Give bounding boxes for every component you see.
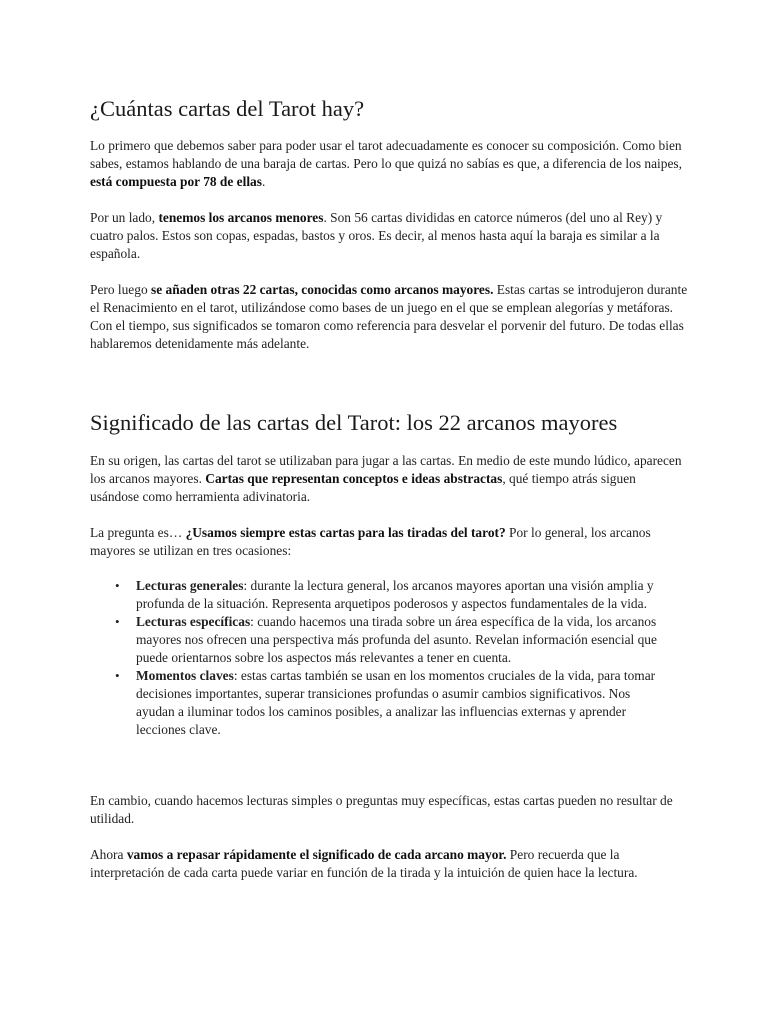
section-heading-tarot-count: ¿Cuántas cartas del Tarot hay?	[90, 96, 365, 121]
paragraph-text: Por un lado,	[90, 210, 159, 225]
paragraph-bold: tenemos los arcanos menores	[158, 210, 324, 225]
paragraph-text: Por lo general, los arcanos mayores se utilizan en tres ocasiones:	[90, 525, 651, 558]
paragraph-text: Ahora	[90, 847, 127, 862]
paragraph-text: , qué tiempo atrás siguen usándose como herramienta adivinatoria.	[90, 471, 636, 504]
paragraph-origin	[90, 452, 688, 506]
bullet-icon: •	[115, 578, 120, 593]
paragraph-bold: ¿Usamos siempre estas cartas para las tiradas del tarot?	[185, 525, 506, 540]
list-item-bold: Lecturas específicas	[136, 614, 251, 629]
paragraph-bold: se añaden otras 22 cartas, conocidas como arcanos mayores.	[151, 282, 494, 297]
paragraph-question	[90, 524, 688, 560]
paragraph-text: Pero luego	[90, 282, 151, 297]
list-item	[90, 667, 672, 739]
paragraph-text: . Son 56 cartas divididas en catorce números (del uno al Rey) y cuatro palos. Estos son copas, espadas, bastos y oros. Es decir, al menos hasta aquí la baraja es similar a la española.	[90, 210, 663, 261]
paragraph-text: Estas cartas se introdujeron durante el Renacimiento en el tarot, utilizándose como bases de un juego en el que se emplean alegorías y metáforas. Con el tiempo, sus significados se tomaron como referencia para desvelar el porvenir del futuro. De todas ellas hablaremos detenidamente más adelante.	[90, 282, 688, 351]
list-item	[90, 613, 672, 667]
list-item-text: : durante la lectura general, los arcanos mayores aportan una visión amplia y profunda de la situación. Representa arquetipos poderosos y aspectos fundamentales de la vida.	[136, 578, 654, 611]
list-item-bold: Momentos claves	[136, 668, 234, 683]
paragraph-bold: vamos a repasar rápidamente el significado de cada arcano mayor.	[126, 847, 507, 862]
paragraph-simple-readings: En cambio, cuando hacemos lecturas simples o preguntas muy específicas, estas cartas pueden no resultar de utilidad.	[90, 793, 673, 826]
paragraph-text: Lo primero que debemos saber para poder usar el tarot adecuadamente es conocer su composición. Como bien sabes, estamos hablando de una baraja de cartas. Pero lo que quizá no sabías es que, a diferencia de los naipes,	[90, 138, 682, 171]
section-heading-major-arcana-meaning: Significado de las cartas del Tarot: los 22 arcanos mayores	[90, 410, 618, 435]
paragraph-review-intro	[90, 846, 688, 882]
paragraph-text: Pero recuerda que la interpretación de cada carta puede variar en función de la tirada y la intuición de quien hace la lectura.	[90, 847, 638, 880]
paragraph-text: La pregunta es…	[90, 525, 186, 540]
paragraph-text: .	[261, 174, 266, 189]
list-item-text: : estas cartas también se usan en los momentos cruciales de la vida, para tomar decisiones importantes, superar transiciones profundas o asumir cambios significativos. Nos ayudan a iluminar todos los caminos posibles, a analizar las influencias externas y aprender lecciones clave.	[136, 668, 656, 737]
paragraph-bold: está compuesta por 78 de ellas	[90, 174, 262, 189]
bullet-icon: •	[115, 614, 120, 629]
paragraph-major-arcana	[90, 281, 688, 353]
list-item	[90, 577, 672, 613]
list-item-text: : cuando hacemos una tirada sobre un área específica de la vida, los arcanos mayores nos ofrecen una perspectiva más profunda del asunto. Revelan información esencial que puede orientarnos sobre los aspectos más relevantes a tener en cuenta.	[136, 614, 657, 665]
paragraph-composition	[90, 137, 688, 191]
paragraph-bold: Cartas que representan conceptos e ideas abstractas	[205, 471, 503, 486]
bullet-icon: •	[115, 668, 120, 683]
list-item-bold: Lecturas generales	[136, 578, 244, 593]
paragraph-text: En su origen, las cartas del tarot se utilizaban para jugar a las cartas. En medio de este mundo lúdico, aparecen los arcanos mayores.	[90, 453, 682, 486]
occasions-list	[90, 577, 672, 739]
paragraph-minor-arcana	[90, 209, 688, 263]
